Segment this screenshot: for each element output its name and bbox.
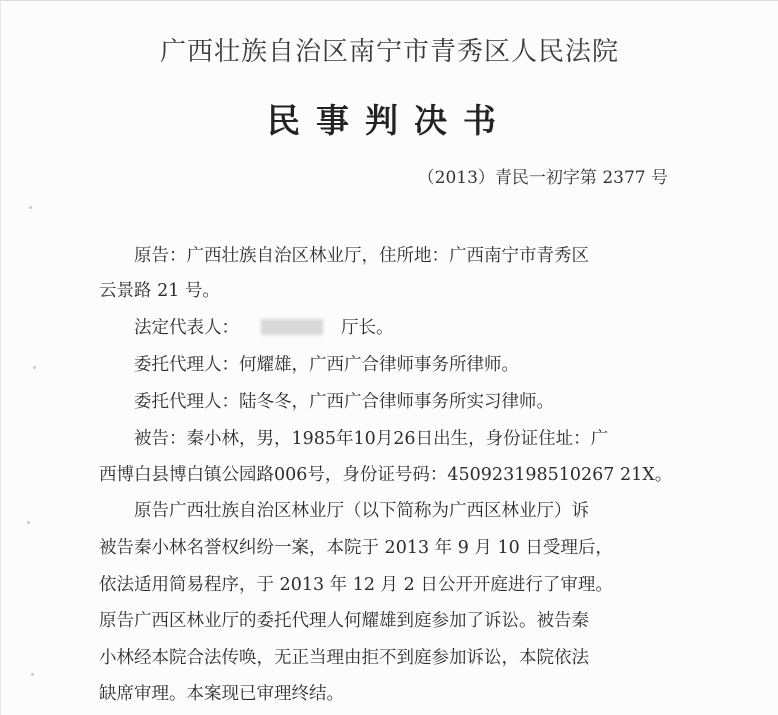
- case-summary-line-1: 原告广西壮族自治区林业厅（以下简称为广西区林业厅）诉: [134, 501, 589, 521]
- case-summary-line-4: 原告广西区林业厅的委托代理人何耀雄到庭参加了诉讼。被告秦: [99, 611, 589, 631]
- case-summary-line-3: 依法适用简易程序，于 2013 年 12 月 2 日公开开庭进行了审理。: [99, 575, 613, 595]
- scan-speck: [31, 673, 34, 676]
- legal-representative-title: 厅长。: [341, 318, 394, 338]
- plaintiff-address-line: 云景路 21 号。: [99, 281, 220, 301]
- case-number: （2013）青民一初字第 2377 号: [417, 168, 668, 188]
- scan-speck: [33, 366, 36, 369]
- plaintiff-line: 原告：广西壮族自治区林业厅，住所地：广西南宁市青秀区: [134, 246, 589, 266]
- case-summary-line-2: 被告秦小林名誉权纠纷一案，本院于 2013 年 9 月 10 日受理后，: [99, 538, 613, 558]
- defendant-line: 被告：秦小林，男，1985年10月26日出生，身份证住址：广: [134, 429, 609, 449]
- court-name: 广西壮族自治区南宁市青秀区人民法院: [159, 37, 619, 67]
- agent-line-2: 委托代理人：陆冬冬，广西广合律师事务所实习律师。: [134, 392, 554, 412]
- agent-line-1: 委托代理人：何耀雄，广西广合律师事务所律师。: [134, 355, 519, 375]
- case-summary-line-6: 缺席审理。本案现已审理终结。: [99, 684, 344, 704]
- legal-representative-line: [134, 314, 394, 339]
- case-summary-line-5: 小林经本院合法传唤，无正当理由拒不到庭参加诉讼，本院依法: [99, 648, 589, 668]
- document-title: 民事判决书: [267, 101, 512, 140]
- redacted-name-block: [261, 319, 323, 335]
- defendant-address-line: 西博白县博白镇公园路006号，身份证号码：450923198510267 21X。: [99, 465, 673, 485]
- legal-representative-label: 法定代表人：: [134, 318, 239, 338]
- scan-speck: [27, 521, 30, 524]
- scan-speck: [29, 206, 32, 209]
